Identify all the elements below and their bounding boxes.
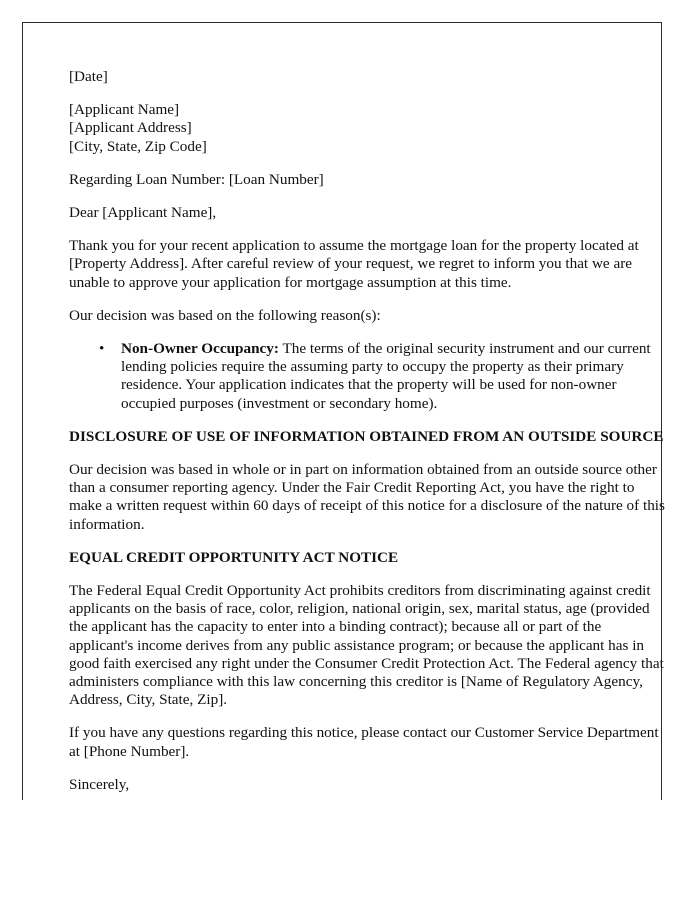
list-item — [109, 340, 665, 413]
date-block — [69, 68, 665, 86]
letter-body — [69, 68, 665, 809]
document-page-frame — [22, 22, 665, 800]
subject-line: Regarding Loan Number: [Loan Number] — [69, 170, 324, 188]
section-body-ecoa: The Federal Equal Credit Opportunity Act prohibits creditors from discriminating against credit applicants on the basis of race, color, religion, national origin, sex, marital status, age (provided the applicant has the capacity to enter into a binding contract); because all or part of the applicant's income derives from any public assistance program; or because the applicant has in good faith exercised any right under the Consumer Credit Protection Act. The Federal agency that administers compliance with this law concerning this creditor is [Name of Regulatory Agency, Address, City, State, Zip]. — [69, 582, 664, 709]
date-placeholder: [Date] — [69, 68, 108, 85]
recipient-city-state-zip: [City, State, Zip Code] — [69, 137, 207, 155]
subject-line-block — [69, 171, 665, 189]
section-body-disclosure: Our decision was based in whole or in part on information obtained from an outside source other than a consumer reporting agency. Under the Fair Credit Reporting Act, you have the right to make a written request within 60 days of receipt of this notice for a disclosure of the nature of this information. — [69, 461, 665, 533]
closing-salutation: Sincerely, — [69, 775, 130, 793]
salutation-block — [69, 204, 665, 222]
reason-label: Non-Owner Occupancy: — [121, 340, 279, 358]
recipient-name: [Applicant Name] — [69, 101, 180, 119]
salutation: Dear [Applicant Name], — [69, 204, 217, 222]
contact-paragraph: If you have any questions regarding this notice, please contact our Customer Service Department at [Phone Number]. — [69, 724, 659, 760]
reasons-list — [69, 340, 665, 413]
reason-text: The terms of the original security instrument and our current lending policies require the assuming party to occupy the property as their primary residence. Your application indicates that the property will be used for non-owner occupied purposes (investment or secondary home). — [121, 340, 651, 412]
recipient-address-block — [69, 101, 665, 156]
section-heading-ecoa: EQUAL CREDIT OPPORTUNITY ACT NOTICE — [69, 548, 399, 566]
opening-paragraph: Thank you for your recent application to assume the mortgage loan for the property located at [Property Address]. After careful review of your request, we regret to inform you that we are unable to approve your application for mortgage assumption at this time. — [69, 237, 639, 291]
reasons-lead-in: Our decision was based on the following reason(s): — [69, 306, 381, 324]
recipient-address: [Applicant Address] — [69, 119, 192, 137]
section-heading-disclosure: DISCLOSURE OF USE OF INFORMATION OBTAINED FROM AN OUTSIDE SOURCE — [69, 427, 664, 445]
